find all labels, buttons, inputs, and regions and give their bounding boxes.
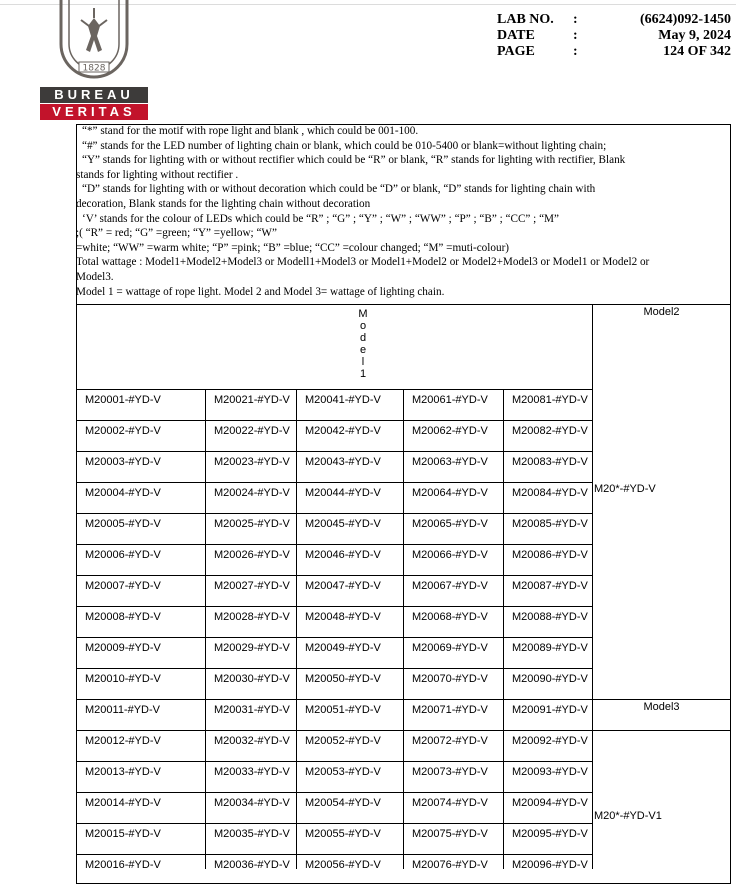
table-cell: M20028-#YD-V bbox=[214, 611, 290, 623]
note-line: ‘V’ stands for the colour of LEDs which could be “R” ; “G” ; “Y” ; “W” ; “WW” ; “P” ; “B” ; “CC” ; “M” bbox=[82, 212, 559, 225]
table-cell: M20050-#YD-V bbox=[305, 673, 381, 685]
note-line: ;( “R” = red; “G” =green; “Y” =yellow; “W” bbox=[76, 227, 277, 240]
row-rule bbox=[76, 668, 592, 669]
table-cell: M20016-#YD-V bbox=[85, 859, 161, 871]
table-cell: M20032-#YD-V bbox=[214, 735, 290, 747]
table-cell: M20056-#YD-V bbox=[305, 859, 381, 871]
table-cell: M20021-#YD-V bbox=[214, 394, 290, 406]
model2-header: Model2 bbox=[643, 306, 680, 318]
table-cell: M20048-#YD-V bbox=[305, 611, 381, 623]
field-colon: : bbox=[573, 44, 578, 59]
row-rule bbox=[76, 482, 592, 483]
field-value: 124 OF 342 bbox=[663, 44, 731, 59]
table-cell: M20047-#YD-V bbox=[305, 580, 381, 592]
note-line: “D” stands for lighting with or without decoration which could be “D” or blank, “D” stands for lighting chain with bbox=[82, 183, 596, 196]
table-cell: M20065-#YD-V bbox=[412, 518, 488, 530]
table-cell: M20012-#YD-V bbox=[85, 735, 161, 747]
table-cell: M20005-#YD-V bbox=[85, 518, 161, 530]
table-cell: M20070-#YD-V bbox=[412, 673, 488, 685]
table-right-rule bbox=[730, 304, 731, 869]
model2-value: M20*-#YD-V bbox=[594, 483, 656, 495]
svg-text:1828: 1828 bbox=[82, 63, 106, 74]
model1-header bbox=[358, 308, 368, 380]
table-cell: M20014-#YD-V bbox=[85, 797, 161, 809]
table-cell: M20013-#YD-V bbox=[85, 766, 161, 778]
table-cell: M20055-#YD-V bbox=[305, 828, 381, 840]
row-rule bbox=[76, 575, 592, 576]
table-cell: M20035-#YD-V bbox=[214, 828, 290, 840]
table-cell: M20084-#YD-V bbox=[512, 487, 588, 499]
table-cell: M20006-#YD-V bbox=[85, 549, 161, 561]
row-rule bbox=[76, 730, 592, 731]
table-cell: M20096-#YD-V bbox=[512, 859, 588, 871]
field-label: LAB NO. bbox=[497, 12, 554, 27]
model1-header-char: d bbox=[359, 332, 367, 344]
model1-header-char: o bbox=[359, 320, 367, 332]
table-cell: M20088-#YD-V bbox=[512, 611, 588, 623]
table-cell: M20075-#YD-V bbox=[412, 828, 488, 840]
note-line: “Y” stands for lighting with or without rectifier which could be “R” or blank, “R” stands for lighting with rectifier, Blank bbox=[82, 154, 626, 167]
legend-notes bbox=[76, 124, 731, 299]
brand-veritas: VERITAS bbox=[40, 104, 148, 120]
field-label: DATE bbox=[497, 28, 535, 43]
table-cell: M20095-#YD-V bbox=[512, 828, 588, 840]
table-cell: M20083-#YD-V bbox=[512, 456, 588, 468]
note-line: =white; “WW” =warm white; “P” =pink; “B” =blue; “CC” =colour changed; “M” =muti-colour) bbox=[76, 241, 510, 254]
table-cell: M20043-#YD-V bbox=[305, 456, 381, 468]
brand-bureau: BUREAU bbox=[40, 87, 148, 103]
table-cell: M20066-#YD-V bbox=[412, 549, 488, 561]
table-cell: M20007-#YD-V bbox=[85, 580, 161, 592]
table-cell: M20089-#YD-V bbox=[512, 642, 588, 654]
table-cell: M20003-#YD-V bbox=[85, 456, 161, 468]
table-cell: M20091-#YD-V bbox=[512, 704, 588, 716]
col-rule bbox=[503, 389, 504, 869]
table-cell: M20023-#YD-V bbox=[214, 456, 290, 468]
model1-header-char: M bbox=[358, 308, 368, 320]
note-line: Total wattage : Model1+Model2+Model3 or Modell1+Model3 or Model1+Model2 or Model2+Model3 or Model1 or Model2 or bbox=[76, 256, 650, 269]
col-rule bbox=[296, 389, 297, 869]
table-cell: M20024-#YD-V bbox=[214, 487, 290, 499]
table-cell: M20046-#YD-V bbox=[305, 549, 381, 561]
row-rule bbox=[76, 792, 592, 793]
table-cell: M20008-#YD-V bbox=[85, 611, 161, 623]
header-field bbox=[497, 12, 731, 28]
row-rule bbox=[76, 854, 592, 855]
table-cell: M20051-#YD-V bbox=[305, 704, 381, 716]
table-cell: M20036-#YD-V bbox=[214, 859, 290, 871]
table-cell: M20004-#YD-V bbox=[85, 487, 161, 499]
model1-header-char: l bbox=[361, 356, 365, 368]
table-cell: M20061-#YD-V bbox=[412, 394, 488, 406]
field-colon: : bbox=[573, 28, 578, 43]
table-cell: M20076-#YD-V bbox=[412, 859, 488, 871]
field-value: (6624)092-1450 bbox=[640, 12, 731, 27]
model2-col-rule bbox=[592, 304, 593, 869]
table-cell: M20094-#YD-V bbox=[512, 797, 588, 809]
table-cell: M20034-#YD-V bbox=[214, 797, 290, 809]
table-cell: M20085-#YD-V bbox=[512, 518, 588, 530]
model3-header-rule bbox=[592, 730, 731, 731]
table-cell: M20025-#YD-V bbox=[214, 518, 290, 530]
table-cell: M20081-#YD-V bbox=[512, 394, 588, 406]
model1-header-char: e bbox=[359, 344, 367, 356]
row-rule bbox=[76, 637, 592, 638]
row-rule bbox=[76, 513, 592, 514]
model3-header: Model3 bbox=[643, 701, 680, 713]
table-cell: M20092-#YD-V bbox=[512, 735, 588, 747]
table-cell: M20069-#YD-V bbox=[412, 642, 488, 654]
model3-top-rule bbox=[592, 699, 731, 700]
note-line: Model 1 = wattage of rope light. Model 2 and Model 3= wattage of lighting chain. bbox=[76, 285, 445, 298]
table-cell: M20044-#YD-V bbox=[305, 487, 381, 499]
row-rule bbox=[76, 451, 592, 452]
table-cell: M20011-#YD-V bbox=[85, 704, 160, 716]
note-line: Model3. bbox=[76, 270, 114, 283]
table-cell: M20002-#YD-V bbox=[85, 425, 161, 437]
table-cell: M20071-#YD-V bbox=[412, 704, 488, 716]
row-rule bbox=[76, 389, 592, 390]
note-line: “*” stand for the motif with rope light and blank , which could be 001-100. bbox=[82, 125, 419, 137]
table-cell: M20054-#YD-V bbox=[305, 797, 381, 809]
table-cell: M20052-#YD-V bbox=[305, 735, 381, 747]
table-cell: M20064-#YD-V bbox=[412, 487, 488, 499]
report-header bbox=[497, 12, 731, 60]
table-cell: M20001-#YD-V bbox=[85, 394, 161, 406]
table-cell: M20067-#YD-V bbox=[412, 580, 488, 592]
table-cell: M20031-#YD-V bbox=[214, 704, 290, 716]
table-cell: M20042-#YD-V bbox=[305, 425, 381, 437]
table-cell: M20022-#YD-V bbox=[214, 425, 290, 437]
row-rule bbox=[76, 606, 592, 607]
field-colon: : bbox=[573, 12, 578, 27]
table-cell: M20015-#YD-V bbox=[85, 828, 161, 840]
seal-icon bbox=[57, 0, 131, 84]
table-cell: M20029-#YD-V bbox=[214, 642, 290, 654]
table-cell: M20033-#YD-V bbox=[214, 766, 290, 778]
header-field bbox=[497, 28, 731, 44]
table-cell: M20027-#YD-V bbox=[214, 580, 290, 592]
col-rule bbox=[205, 389, 206, 869]
table-cell: M20026-#YD-V bbox=[214, 549, 290, 561]
header-field bbox=[497, 44, 731, 60]
row-rule bbox=[76, 699, 592, 700]
model3-value: M20*-#YD-V1 bbox=[594, 810, 662, 822]
table-cell: M20041-#YD-V bbox=[305, 394, 381, 406]
table-cell: M20030-#YD-V bbox=[214, 673, 290, 685]
bureau-veritas-logo bbox=[40, 0, 148, 121]
col-rule bbox=[403, 389, 404, 869]
field-value: May 9, 2024 bbox=[658, 28, 731, 43]
table-cell: M20010-#YD-V bbox=[85, 673, 161, 685]
note-line: “#” stands for the LED number of lighting chain or blank, which could be 010-5400 or blank=without lighting chain; bbox=[82, 139, 607, 152]
table-cell: M20073-#YD-V bbox=[412, 766, 488, 778]
table-cell: M20086-#YD-V bbox=[512, 549, 588, 561]
row-rule bbox=[76, 761, 592, 762]
table-cell: M20009-#YD-V bbox=[85, 642, 161, 654]
field-label: PAGE bbox=[497, 44, 535, 59]
note-line: stands for lighting without rectifier . bbox=[76, 168, 239, 181]
table-cell: M20068-#YD-V bbox=[412, 611, 488, 623]
note-line: decoration, Blank stands for the lighting chain without decoration bbox=[76, 197, 371, 210]
model1-header-char: 1 bbox=[359, 368, 367, 380]
table-cell: M20053-#YD-V bbox=[305, 766, 381, 778]
table-cell: M20090-#YD-V bbox=[512, 673, 588, 685]
row-rule bbox=[76, 823, 592, 824]
table-cell: M20062-#YD-V bbox=[412, 425, 488, 437]
table-cell: M20074-#YD-V bbox=[412, 797, 488, 809]
table-cell: M20063-#YD-V bbox=[412, 456, 488, 468]
table-cell: M20093-#YD-V bbox=[512, 766, 588, 778]
table-cell: M20045-#YD-V bbox=[305, 518, 381, 530]
table-cell: M20087-#YD-V bbox=[512, 580, 588, 592]
row-rule bbox=[76, 544, 592, 545]
table-cell: M20072-#YD-V bbox=[412, 735, 488, 747]
table-top-rule bbox=[76, 304, 731, 305]
table-cell: M20049-#YD-V bbox=[305, 642, 381, 654]
row-rule bbox=[76, 420, 592, 421]
table-cell: M20082-#YD-V bbox=[512, 425, 588, 437]
